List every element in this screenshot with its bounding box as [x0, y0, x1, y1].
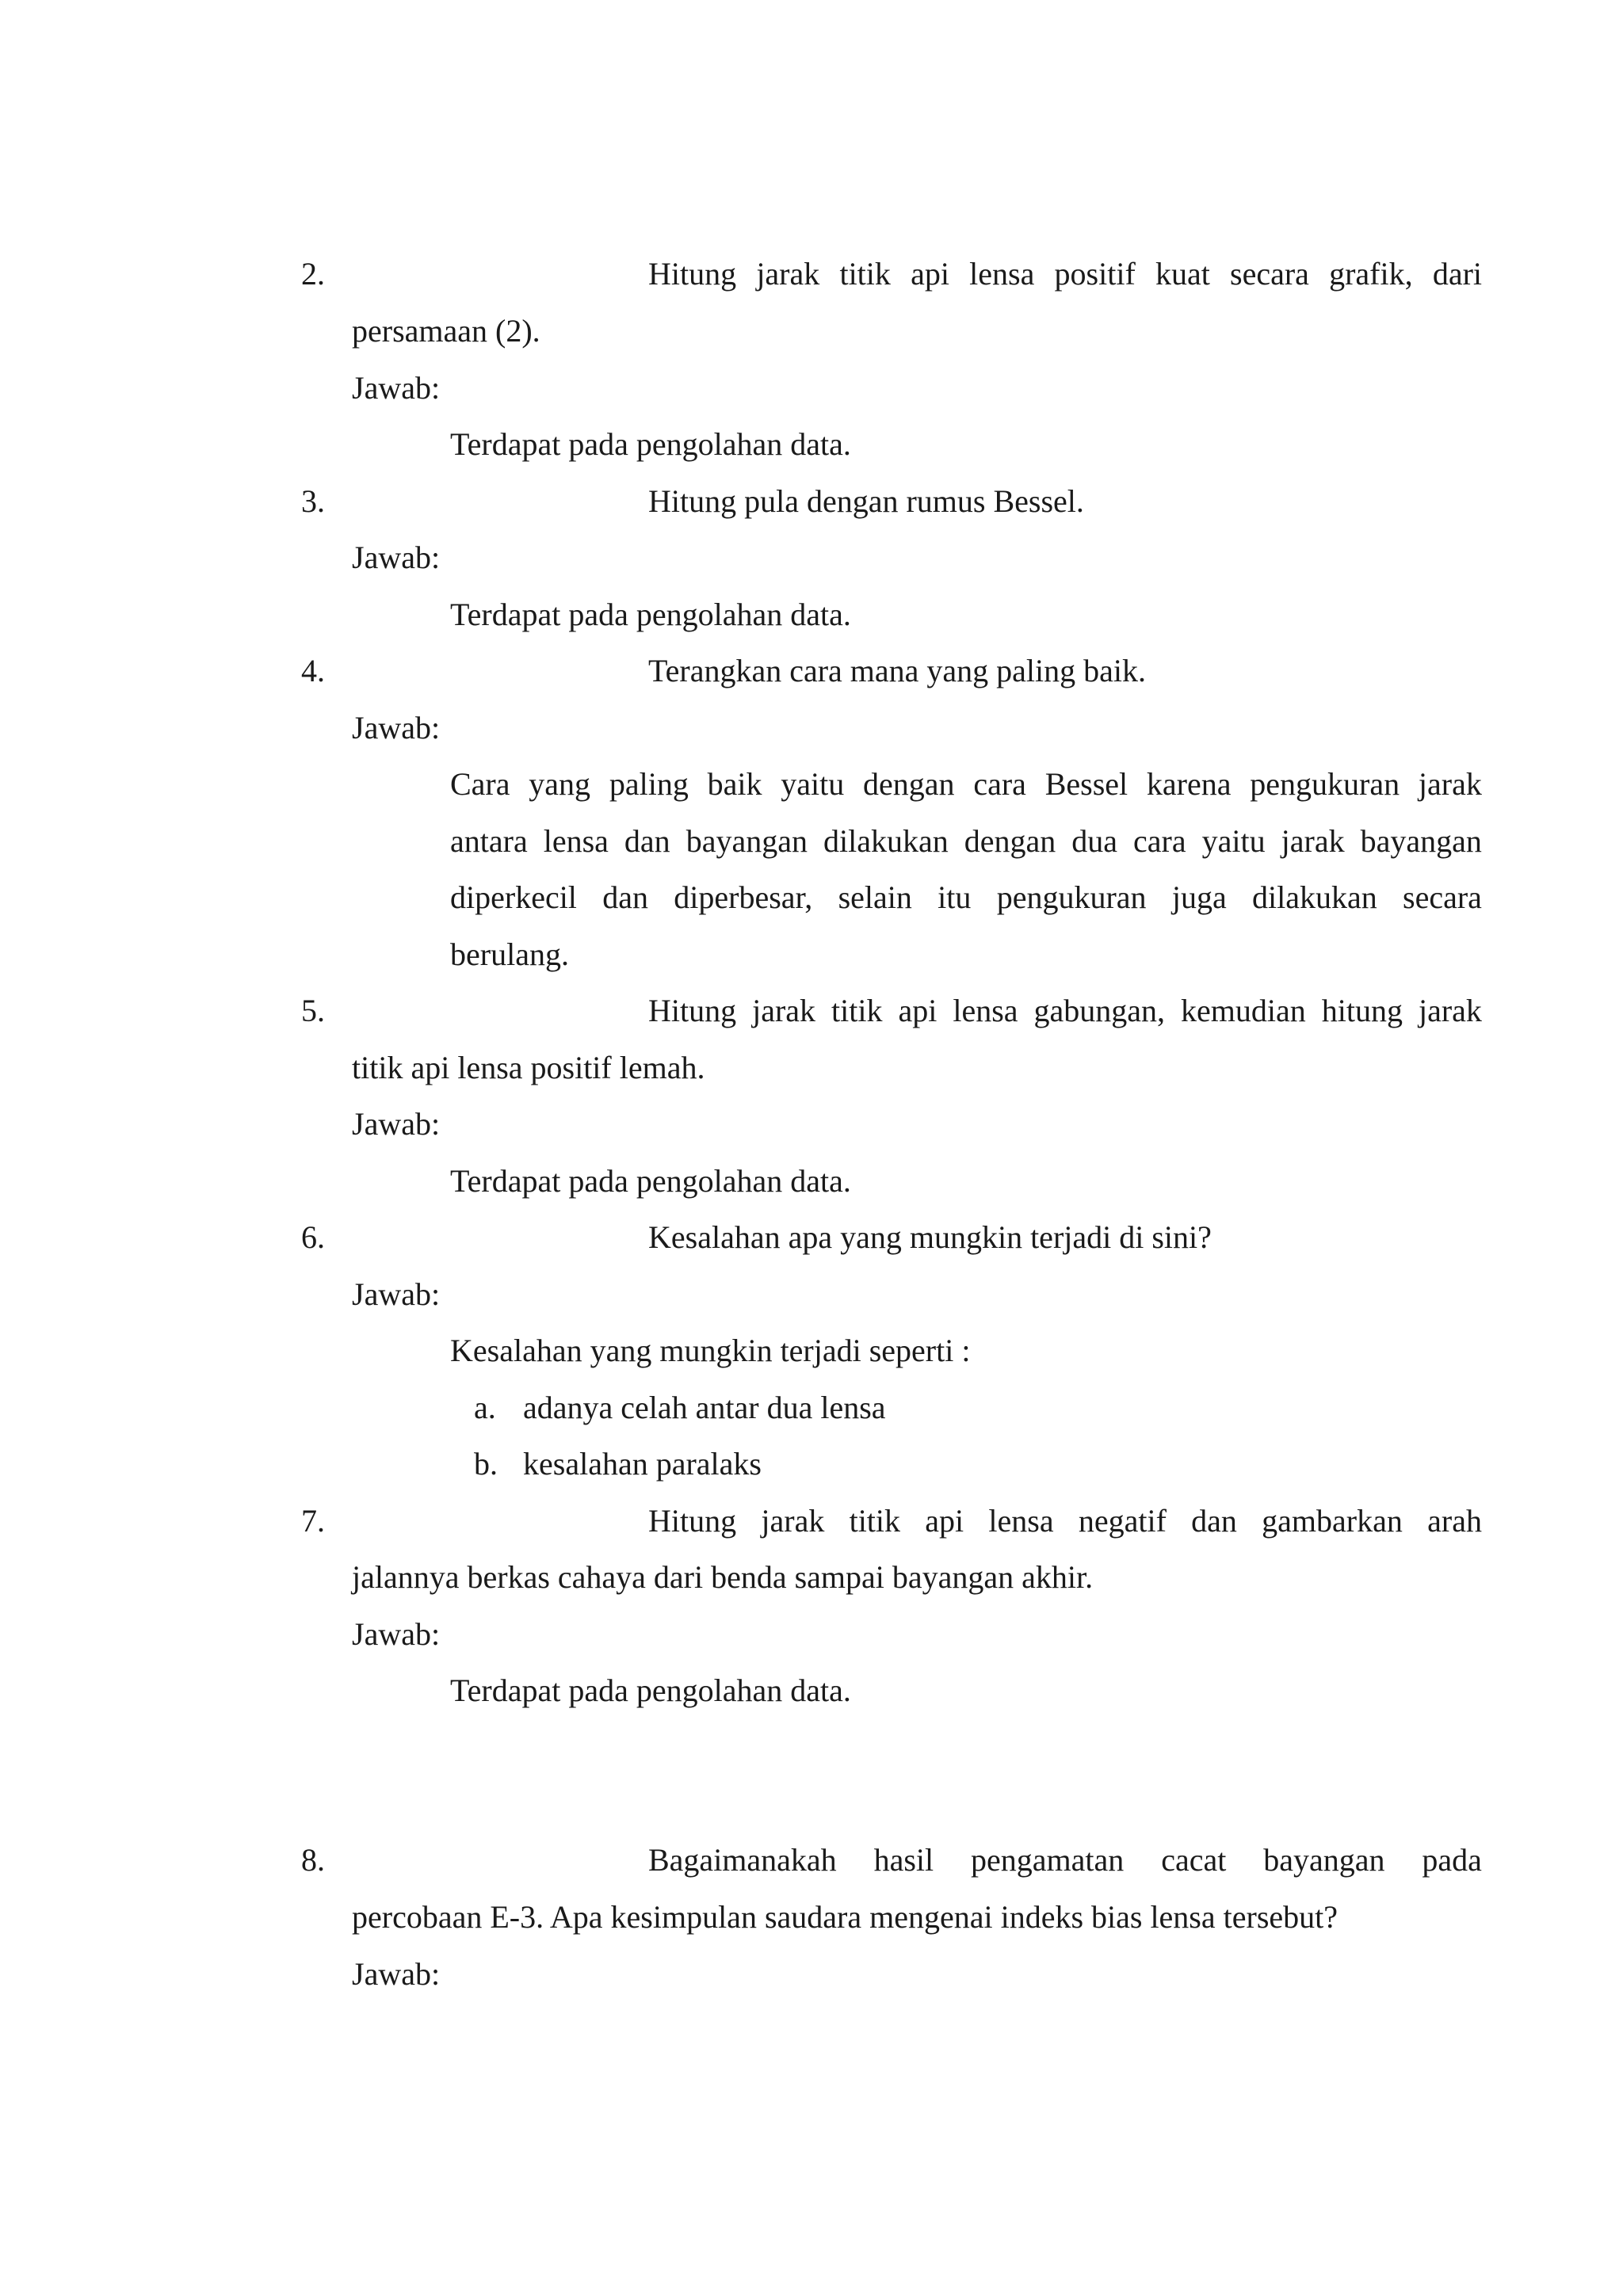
- word: bayangan: [685, 823, 808, 859]
- word: cara: [973, 766, 1026, 802]
- question-text-line-2: titik api lensa positif lemah.: [352, 1050, 705, 1085]
- answer-text-line-1: [450, 766, 1482, 802]
- word: yang: [529, 766, 591, 802]
- word: lensa: [988, 1503, 1054, 1539]
- word: Cara: [450, 766, 510, 802]
- answer-label: Jawab:: [352, 370, 441, 406]
- word: gabungan,: [1033, 993, 1166, 1028]
- word: juga: [1171, 879, 1227, 915]
- word: dilakukan: [1252, 879, 1377, 915]
- answer-text-line-2: [450, 823, 1482, 859]
- word: jarak: [1281, 823, 1345, 859]
- word: api: [898, 993, 938, 1028]
- word: positif: [1054, 256, 1136, 292]
- word: bayangan: [1360, 823, 1482, 859]
- question-text-line-1: [648, 258, 1482, 290]
- question-text-line-2: jalannya berkas cahaya dari benda sampai bayangan akhir.: [352, 1559, 1094, 1595]
- word: Hitung: [648, 1503, 737, 1539]
- word: hitung: [1321, 993, 1403, 1028]
- word: bayangan: [1263, 1842, 1385, 1878]
- answer-label: Jawab:: [352, 1106, 441, 1142]
- answer-text: Terdapat pada pengolahan data.: [450, 1163, 851, 1199]
- word: kemudian: [1181, 993, 1306, 1028]
- word: cacat: [1161, 1842, 1227, 1878]
- word: Bagaimanakah: [648, 1842, 837, 1878]
- word: diperbesar,: [674, 879, 813, 915]
- word: titik: [831, 993, 883, 1028]
- question-text-line-1: [648, 1505, 1482, 1537]
- word: diperkecil: [450, 879, 577, 915]
- answer-text-line-4: berulang.: [450, 936, 569, 972]
- word: paling: [609, 766, 689, 802]
- word: yaitu: [781, 766, 845, 802]
- question-text-line-1: [648, 995, 1482, 1027]
- word: Bessel: [1044, 766, 1128, 802]
- word: selain: [838, 879, 912, 915]
- list-item-text: adanya celah antar dua lensa: [523, 1390, 886, 1425]
- word: secara: [1403, 879, 1482, 915]
- word: lensa: [969, 256, 1035, 292]
- word: arah: [1427, 1503, 1482, 1539]
- answer-label: Jawab:: [352, 1276, 441, 1312]
- question-number: 4.: [301, 653, 325, 688]
- word: dan: [624, 823, 670, 859]
- word: baik: [707, 766, 762, 802]
- word: yaitu: [1201, 823, 1266, 859]
- answer-label: Jawab:: [352, 1616, 441, 1652]
- question-number: 7.: [301, 1503, 325, 1539]
- word: dan: [602, 879, 648, 915]
- answer-intro: Kesalahan yang mungkin terjadi seperti :: [450, 1333, 971, 1368]
- question-number: 2.: [301, 256, 325, 292]
- word: jarak: [761, 1503, 825, 1539]
- question-text-line-1: Hitung pula dengan rumus Bessel.: [648, 483, 1084, 519]
- question-number: 5.: [301, 993, 325, 1028]
- answer-text: Terdapat pada pengolahan data.: [450, 1672, 851, 1708]
- word: negatif: [1078, 1503, 1167, 1539]
- question-text-line-2: percobaan E-3. Apa kesimpulan saudara mengenai indeks bias lensa tersebut?: [352, 1899, 1338, 1935]
- word: pengukuran: [1250, 766, 1400, 802]
- word: pengukuran: [996, 879, 1147, 915]
- word: jarak: [1418, 766, 1482, 802]
- word: karena: [1146, 766, 1232, 802]
- word: jarak: [752, 993, 816, 1028]
- answer-text: Terdapat pada pengolahan data.: [450, 426, 851, 462]
- answer-label: Jawab:: [352, 540, 441, 575]
- question-number: 3.: [301, 483, 325, 519]
- word: titik: [839, 256, 891, 292]
- word: api: [911, 256, 949, 292]
- word: dengan: [964, 823, 1056, 859]
- word: Hitung: [648, 256, 737, 292]
- word: dilakukan: [823, 823, 949, 859]
- word: gambarkan: [1262, 1503, 1403, 1539]
- word: lensa: [953, 993, 1018, 1028]
- word: titik: [849, 1503, 901, 1539]
- question-text-line-1: Terangkan cara mana yang paling baik.: [648, 653, 1147, 688]
- answer-text-line-3: [450, 879, 1482, 915]
- answer-text: Terdapat pada pengolahan data.: [450, 597, 851, 632]
- word: dari: [1432, 256, 1482, 292]
- question-number: 6.: [301, 1219, 325, 1255]
- word: dan: [1191, 1503, 1237, 1539]
- question-text-line-2: persamaan (2).: [352, 313, 540, 349]
- answer-label: Jawab:: [352, 710, 441, 746]
- list-item-text: kesalahan paralaks: [523, 1446, 762, 1482]
- word: secara: [1230, 256, 1309, 292]
- question-text-line-1: [648, 1844, 1482, 1876]
- word: pada: [1422, 1842, 1482, 1878]
- word: grafik,: [1329, 256, 1413, 292]
- list-marker: b.: [474, 1446, 498, 1482]
- word: dengan: [863, 766, 955, 802]
- word: dua: [1071, 823, 1118, 859]
- word: jarak: [756, 256, 820, 292]
- word: Hitung: [648, 993, 737, 1028]
- word: lensa: [543, 823, 609, 859]
- question-text-line-1: Kesalahan apa yang mungkin terjadi di sini?: [648, 1219, 1212, 1255]
- question-number: 8.: [301, 1842, 325, 1878]
- word: jarak: [1418, 993, 1482, 1028]
- word: kuat: [1155, 256, 1210, 292]
- answer-label: Jawab:: [352, 1956, 441, 1992]
- word: api: [925, 1503, 964, 1539]
- word: antara: [450, 823, 528, 859]
- word: pengamatan: [971, 1842, 1125, 1878]
- word: hasil: [873, 1842, 934, 1878]
- list-marker: a.: [474, 1390, 496, 1425]
- word: cara: [1133, 823, 1186, 859]
- word: itu: [938, 879, 972, 915]
